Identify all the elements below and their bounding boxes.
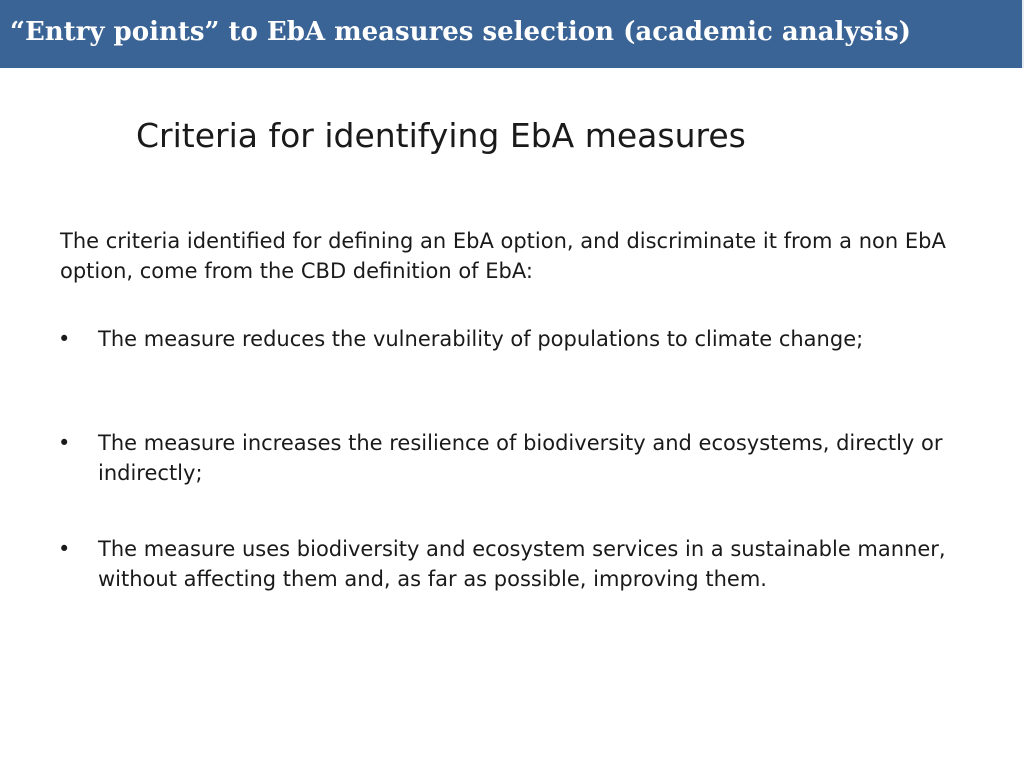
bullet-icon: •: [58, 327, 71, 351]
header-title: “Entry points” to EbA measures selection (academic analysis): [10, 17, 911, 47]
criteria-text: The measure increases the resilience of biodiversity and ecosystems, directly or indirectly;: [98, 431, 943, 485]
header-banner: [0, 0, 1024, 68]
criteria-item: [58, 534, 958, 594]
criteria-text: The measure uses biodiversity and ecosystem services in a sustainable manner, without affecting them and, as far as possible, improving them.: [98, 537, 946, 591]
criteria-item: [58, 428, 958, 488]
bullet-icon: •: [58, 431, 71, 455]
slide-title: Criteria for identifying EbA measures: [136, 116, 746, 155]
criteria-text: The measure reduces the vulnerability of populations to climate change;: [98, 327, 864, 351]
bullet-icon: •: [58, 537, 71, 561]
intro-paragraph: The criteria identified for defining an EbA option, and discriminate it from a non EbA option, come from the CBD definition of EbA:: [60, 229, 946, 283]
criteria-item: [58, 324, 958, 354]
